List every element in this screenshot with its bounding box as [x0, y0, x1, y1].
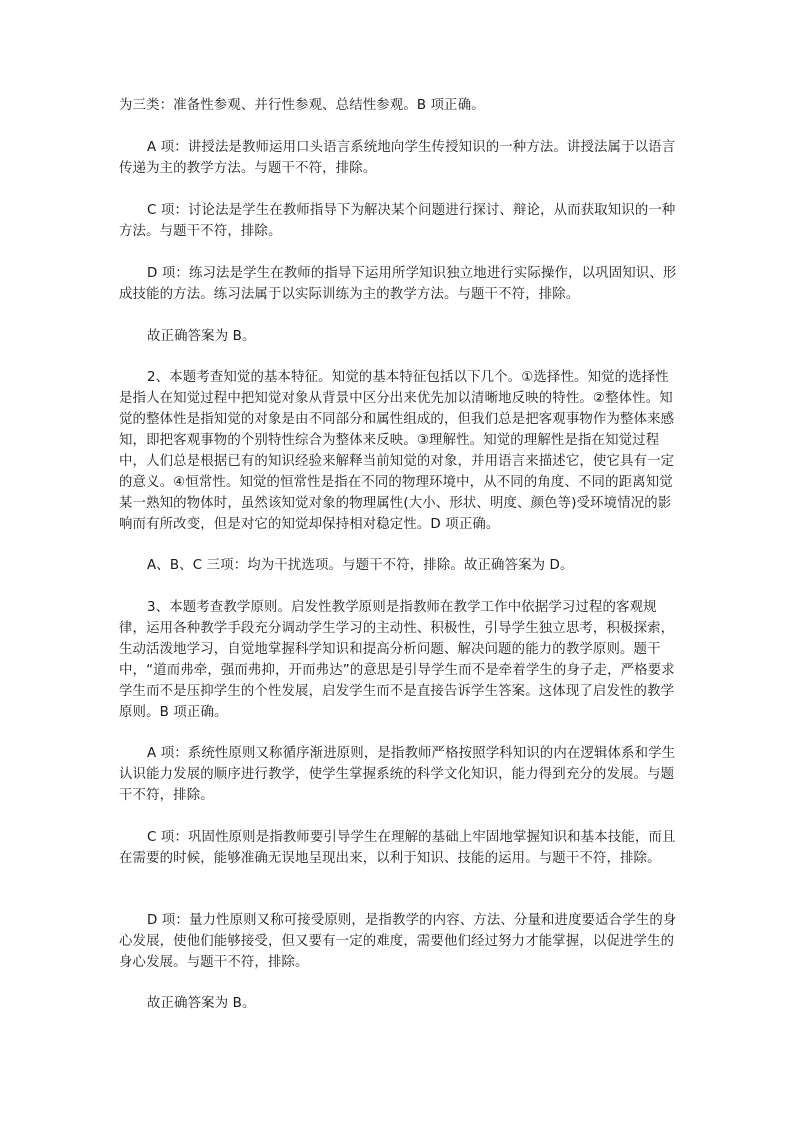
- paragraph-option-a-systematic: A 项：系统性原则又称循序渐进原则，是指教师严格按照学科知识的内在逻辑体系和学生认识能力发展的顺序进行教学，使学生掌握系统的科学文化知识，能力得到充分的发展。与题干不符，排除。: [119, 746, 676, 803]
- paragraph-option-d-feasibility: D 项：量力性原则又称可接受原则，是指教学的内容、方法、分量和进度要适合学生的身心发展，使他们能够接受，但又要有一定的难度，需要他们经过努力才能掌握，以促进学生的身心发展。与题干不符，排除。: [119, 913, 677, 970]
- paragraph-question-3-principles: 3、本题考查教学原则。启发性教学原则是指教师在教学工作中依据学习过程的客观规律，运用各种教学手段充分调动学生学习的主动性、积极性，引导学生独立思考，积极探索，生动活泼地学习，自觉地掌握科学知识和提高分析问题、解决问题的能力的教学原则。题干中，“道而弗牵，强而弗抑，开而弗达”的意思是引导学生而不是牵着学生的身子走，严格要求学生而不是压抑学生的个性发展，启发学生而不是直接告诉学生答案。这体现了启发性的教学原则。B 项正确。: [119, 600, 675, 720]
- paragraph-question-2-perception: 2、本题考查知觉的基本特征。知觉的基本特征包括以下几个。①选择性。知觉的选择性是指人在知觉过程中把知觉对象从背景中区分出来优先加以清晰地反映的特性。②整体性。知觉的整体性是指知觉的对象是由不同部分和属性组成的，但我们总是把客观事物作为整体来感知，即把客观事物的个别特性综合为整体来反映。③理解性。知觉的理解性是指在知觉过程中，人们总是根据已有的知识经验来解释当前知觉的对象，并用语言来描述它，使它具有一定的意义。④恒常性。知觉的恒常性是指在不同的物理环境中，从不同的角度、不同的距离知觉某一熟知的物体时，虽然该知觉对象的物理属性(大小、形状、明度、颜色等)受环境情况的影响而有所改变，但是对它的知觉却保持相对稳定性。D 项正确。: [119, 370, 675, 532]
- paragraph-answer-3: 故正确答案为 B。: [147, 996, 256, 1011]
- paragraph-option-c-discussion: C 项：讨论法是学生在教师指导下为解决某个问题进行探讨、辩论，从而获取知识的一种方法。与题干不符，排除。: [119, 203, 676, 239]
- paragraph-answer-2: A、B、C 三项：均为干扰选项。与题干不符，排除。故正确答案为 D。: [147, 558, 574, 573]
- paragraph-option-d-practice: D 项：练习法是学生在教师的指导下运用所学知识独立地进行实际操作，以巩固知识、形成技能的方法。练习法属于以实际训练为主的教学方法。与题干不符，排除。: [119, 266, 677, 302]
- paragraph-answer-1: 故正确答案为 B。: [147, 329, 256, 344]
- paragraph-option-c-consolidation: C 项：巩固性原则是指教师要引导学生在理解的基础上牢固地掌握知识和基本技能，而且在需要的时候，能够准确无误地呈现出来，以利于知识、技能的运用。与题干不符，排除。: [119, 830, 676, 866]
- paragraph-option-a-lecture: A 项：讲授法是教师运用口头语言系统地向学生传授知识的一种方法。讲授法属于以语言传递为主的教学方法。与题干不符，排除。: [119, 140, 676, 176]
- paragraph-continuation: 为三类：准备性参观、并行性参观、总结性参观。B 项正确。: [119, 98, 485, 113]
